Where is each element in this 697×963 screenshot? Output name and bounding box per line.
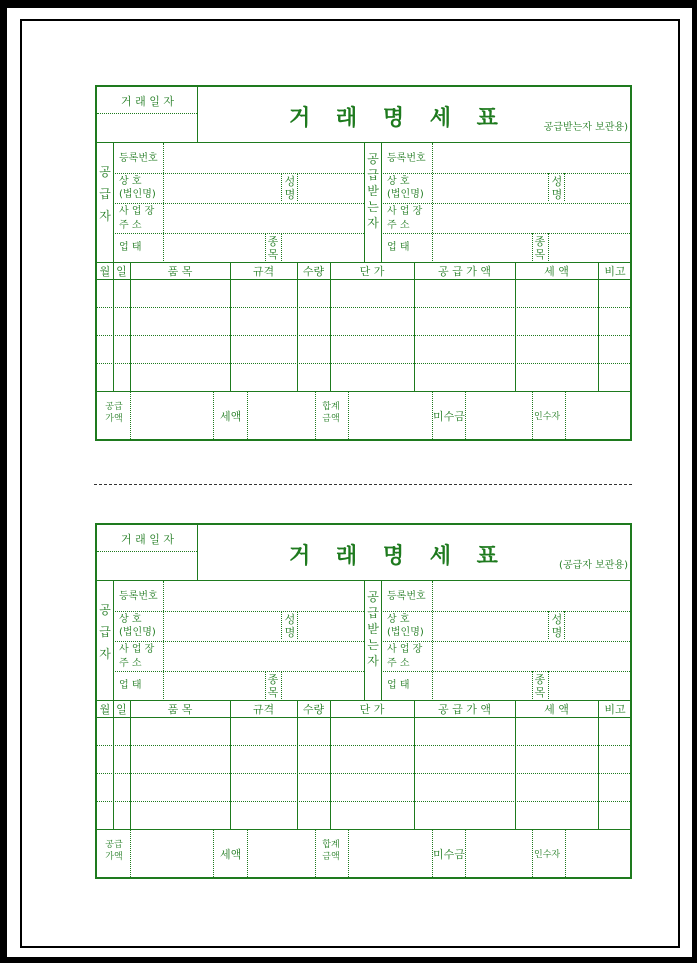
label-char: 종 xyxy=(534,673,546,686)
buyer-biz-item-label xyxy=(533,673,547,699)
company-label-2: (법인명) xyxy=(119,189,156,200)
column-header: 규격 xyxy=(252,265,275,278)
date-field[interactable] xyxy=(99,553,195,578)
label-char: 받 xyxy=(367,184,379,198)
label-char: 종 xyxy=(267,235,279,248)
label-char: 종 xyxy=(534,235,546,248)
company-label-2: (법인명) xyxy=(119,627,156,638)
buyer-company-label-2: (법인명) xyxy=(387,189,424,200)
form-title: 거 래 명 세 표 xyxy=(289,544,507,569)
biz-item-label xyxy=(266,235,280,261)
buyer-biz-item-label xyxy=(533,235,547,261)
buyer-name-label xyxy=(550,175,564,201)
date-label: 거 래 일 자 xyxy=(121,533,174,546)
biz-type-label: 업 태 xyxy=(119,242,142,253)
column-header: 공 급 가 액 xyxy=(438,265,491,278)
label-char: 목 xyxy=(267,248,279,261)
address-label: 사 업 장 xyxy=(119,644,155,655)
label-char: 자 xyxy=(367,216,379,230)
tax-label: 세액 xyxy=(220,410,242,423)
label-char: 성 xyxy=(551,175,563,188)
reg-no-label: 등록번호 xyxy=(119,591,158,602)
column-header: 공 급 가 액 xyxy=(438,703,491,716)
buyer-company-label: 상 호 xyxy=(387,614,410,625)
supplier-label xyxy=(97,599,113,665)
column-header: 품 목 xyxy=(167,265,193,278)
label-char: 명 xyxy=(551,626,563,639)
column-header: 일 xyxy=(116,703,127,716)
tax-label: 세액 xyxy=(220,848,242,861)
label-char: 명 xyxy=(284,626,296,639)
label-char: 급 xyxy=(99,625,111,639)
column-header: 수량 xyxy=(302,703,325,716)
total-amount-label xyxy=(318,839,344,863)
unpaid-label: 미수금 xyxy=(433,848,465,861)
column-header: 비고 xyxy=(604,265,626,278)
buyer-name-label xyxy=(550,613,564,639)
buyer-biz-type-label: 업 태 xyxy=(387,242,410,253)
buyer-label xyxy=(365,589,381,669)
column-header: 월 xyxy=(99,265,111,278)
label-char: 공 xyxy=(367,590,379,604)
buyer-address-label: 사 업 장 xyxy=(387,644,423,655)
supplier-label xyxy=(97,161,113,227)
label-char: 종 xyxy=(267,673,279,686)
label-char: 금액 xyxy=(322,414,340,424)
name-label xyxy=(283,175,297,201)
label-char: 는 xyxy=(367,638,379,652)
column-header: 품 목 xyxy=(167,703,193,716)
transaction-statement-receiver-copy xyxy=(95,85,632,441)
address-label-2: 주 소 xyxy=(119,220,142,231)
column-header: 수량 xyxy=(302,265,325,278)
label-char: 자 xyxy=(367,654,379,668)
label-char: 성 xyxy=(284,613,296,626)
date-label: 거 래 일 자 xyxy=(121,95,174,108)
column-header: 단 가 xyxy=(359,265,385,278)
label-char: 합계 xyxy=(322,402,340,412)
label-char: 목 xyxy=(534,686,546,699)
column-header: 비고 xyxy=(604,703,626,716)
label-char: 공급 xyxy=(105,402,123,412)
column-header: 세 액 xyxy=(544,265,569,278)
copy-note: 공급받는자 보관용) xyxy=(543,122,628,133)
transaction-statement-supplier-copy xyxy=(95,523,632,879)
label-char: 합계 xyxy=(322,840,340,850)
label-char: 성 xyxy=(551,613,563,626)
reg-no-label: 등록번호 xyxy=(119,153,158,164)
total-amount-label xyxy=(318,401,344,425)
label-char: 급 xyxy=(367,168,379,182)
receiver-label: 인수자 xyxy=(534,850,561,860)
date-field[interactable] xyxy=(99,115,195,140)
address-label-2: 주 소 xyxy=(119,658,142,669)
buyer-address-label: 사 업 장 xyxy=(387,206,423,217)
label-char: 받 xyxy=(367,622,379,636)
name-label xyxy=(283,613,297,639)
label-char: 자 xyxy=(99,647,111,661)
buyer-reg-no-label: 등록번호 xyxy=(387,591,426,602)
label-char: 목 xyxy=(534,248,546,261)
buyer-biz-type-label: 업 태 xyxy=(387,680,410,691)
label-char: 가액 xyxy=(105,414,123,424)
label-char: 금액 xyxy=(322,852,340,862)
buyer-address-label-2: 주 소 xyxy=(387,658,410,669)
receiver-label: 인수자 xyxy=(534,412,561,422)
label-char: 목 xyxy=(267,686,279,699)
biz-item-label xyxy=(266,673,280,699)
label-char: 명 xyxy=(284,188,296,201)
buyer-address-label-2: 주 소 xyxy=(387,220,410,231)
column-header: 단 가 xyxy=(359,703,385,716)
buyer-company-label: 상 호 xyxy=(387,176,410,187)
label-char: 공 xyxy=(367,152,379,166)
buyer-label xyxy=(365,151,381,231)
label-char: 는 xyxy=(367,200,379,214)
cut-line xyxy=(94,484,632,485)
unpaid-label: 미수금 xyxy=(433,410,465,423)
label-char: 가액 xyxy=(105,852,123,862)
label-char: 공 xyxy=(99,603,111,617)
buyer-reg-no-label: 등록번호 xyxy=(387,153,426,164)
biz-type-label: 업 태 xyxy=(119,680,142,691)
column-header: 일 xyxy=(116,265,127,278)
label-char: 성 xyxy=(284,175,296,188)
label-char: 공 xyxy=(99,165,111,179)
copy-note: (공급자 보관용) xyxy=(559,560,628,571)
supply-amount-label xyxy=(101,401,127,425)
form-title: 거 래 명 세 표 xyxy=(289,106,507,131)
supply-amount-label xyxy=(101,839,127,863)
column-header: 세 액 xyxy=(544,703,569,716)
address-label: 사 업 장 xyxy=(119,206,155,217)
label-char: 명 xyxy=(551,188,563,201)
label-char: 급 xyxy=(367,606,379,620)
label-char: 급 xyxy=(99,187,111,201)
company-label: 상 호 xyxy=(119,176,142,187)
label-char: 공급 xyxy=(105,840,123,850)
column-header: 월 xyxy=(99,703,111,716)
label-char: 자 xyxy=(99,209,111,223)
column-header: 규격 xyxy=(252,703,275,716)
company-label: 상 호 xyxy=(119,614,142,625)
buyer-company-label-2: (법인명) xyxy=(387,627,424,638)
